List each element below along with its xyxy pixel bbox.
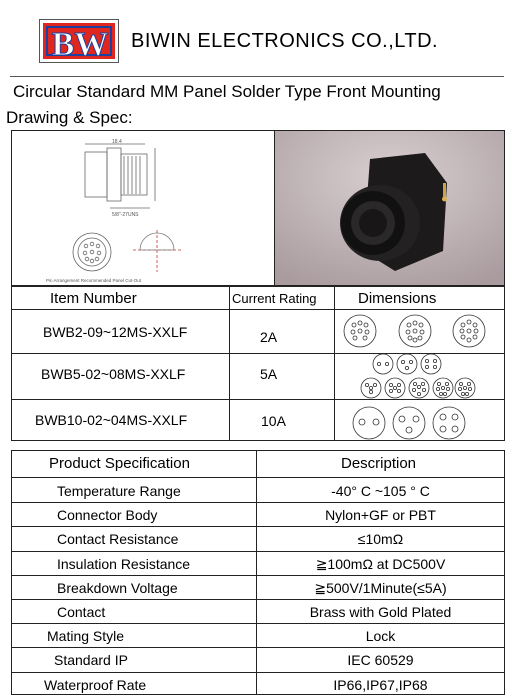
spec-row-value: Nylon+GF or PBT: [325, 507, 436, 524]
item-row-1-rating: 2A: [260, 329, 278, 345]
item-row-3-number: BWB10-02~04MS-XXLF: [35, 412, 188, 428]
item-row-2-rating: 5A: [260, 366, 278, 382]
spec-row-value: Brass with Gold Plated: [309, 604, 452, 620]
spec-row-separator: [11, 647, 505, 648]
svg-text:5/8"-27UNS: 5/8"-27UNS: [112, 212, 139, 218]
spec-row-separator: [11, 672, 505, 673]
logo-mark-icon: [40, 20, 120, 64]
product-photo: [275, 131, 504, 285]
spec-row-value: -40° C ~105 ° C: [331, 483, 430, 499]
spec-row-name: Contact: [57, 604, 106, 620]
company-logo: [39, 19, 119, 63]
spec-header-name: Product Specification: [49, 455, 190, 472]
spec-row-name: Standard IP: [54, 652, 128, 669]
spec-row-name: Breakdown Voltage: [57, 579, 178, 596]
spec-row-separator: [11, 502, 505, 503]
svg-text:Pin Arrangement Recommended: Pin Arrangement Recommended Panel Cut-Out: [46, 278, 142, 283]
spec-row-name: Temperature Range: [57, 483, 181, 499]
spec-row-name: Mating Style: [47, 628, 125, 645]
items-header-item: Item Number: [50, 290, 137, 307]
item-row-3-rating: 10A: [261, 413, 286, 429]
svg-text:BW: BW: [51, 26, 109, 63]
item-row-1-number: BWB2-09~12MS-XXLF: [43, 324, 188, 340]
spec-row-separator: [11, 599, 505, 600]
spec-row-separator: [11, 575, 505, 576]
technical-drawing: [40, 134, 250, 284]
spec-header-description: Description: [341, 455, 417, 472]
spec-row-separator: [11, 623, 505, 624]
spec-row-value: IEC 60529: [347, 652, 414, 669]
spec-row-value: IP66,IP67,IP68: [333, 676, 428, 693]
spec-row-value: Lock: [365, 628, 396, 645]
item-row-2-number: BWB5-02~08MS-XXLF: [41, 366, 186, 382]
spec-row-value: ≤10mΩ: [357, 531, 404, 548]
spec-row-name: Waterproof Rate: [44, 676, 147, 693]
page-subtitle: Drawing & Spec:: [6, 108, 133, 127]
spec-row-name: Connector Body: [57, 507, 158, 524]
items-header-dimensions: Dimensions: [358, 290, 437, 307]
spec-row-name: Contact Resistance: [57, 531, 179, 548]
spec-row-value: ≧500V/1Minute(≤5A): [314, 579, 447, 596]
items-header-rating: Current Rating: [232, 291, 317, 306]
spec-row-separator: [11, 526, 505, 527]
header-divider: [10, 76, 504, 77]
svg-text:18.4: 18.4: [112, 139, 122, 145]
company-name: BIWIN ELECTRONICS CO.,LTD.: [131, 30, 439, 52]
spec-row-value: ≧100mΩ at DC500V: [315, 555, 446, 572]
pin-layout-drawings: [335, 310, 505, 441]
spec-row-separator: [11, 551, 505, 552]
page-title: Circular Standard MM Panel Solder Type Front Mounting: [13, 82, 441, 101]
spec-row-name: Insulation Resistance: [57, 555, 191, 572]
